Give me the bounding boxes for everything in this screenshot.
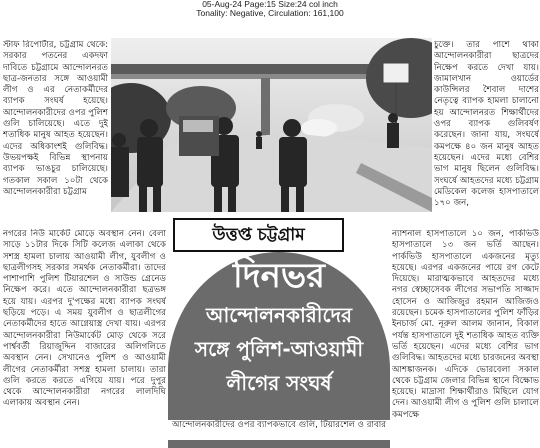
article-left-text: স্টাফ রিপোর্টার, চট্টগ্রাম থেকে: সরকার পতনের একদফা দাবিতে চট্টগ্রামে আন্দোলনরত ছাত্র-জনতার সঙ্গে আওয়ামী লীগ ও এর নেতাকর্মীদের ব্যাপক সংঘর্ষ হয়েছে। আন্দোলনকারীদের ওপর পুলিশ গুলি চালিয়েছে। এতে দুই শতাধিক মানুষ আহত হয়েছেন। এদের অধিকাংশই গুলিবিদ্ধ। উভয়পক্ষই বিভিন্ন স্থাপনায় ব্যাপক ভাঙচুর চালিয়েছে। গতকাল সকাল ১০টা থেকে আন্দোলনকারীরা চট্টগ্রাম	[3, 40, 108, 197]
article-bottom-left-text: নগরের নিউ মার্কেট মোড়ে অবস্থান নেন। বেলা সাড়ে ১১টার দিকে সিটি কলেজ এলাকা থেকে সশস্ত্র হামলা চালায় আওয়ামী লীগ, যুবলীগ ও ছাত্রলীগসহ সরকার সমর্থক নেতাকর্মীরা। তাদের পাশাপাশি পুলিশ টিয়ারশেল ও সাউন্ড গ্রেনেড নিক্ষেপ করে। এতে আন্দোলনকারীরা ছত্রভঙ্গ হয়ে যায়। এরপর দু'পক্ষের মধ্যে ব্যাপক সংঘর্ষ ছড়িয়ে পড়ে। এ সময় যুবলীগ ও ছাত্রলীগের নেতাকর্মীদের হাতে আগ্নেয়াস্ত্র দেখা যায়। এরপর আন্দোলনকারীরা নিউমার্কেট মোড় থেকে সরে পার্শ্ববর্তী রিয়াজুদ্দিন বাজারের অলিগলিতে অবস্থান নেন। সেখানেও পুলিশ ও আওয়ামী লীগের নেতাকর্মীরা সশস্ত্র হামলা চালায়। তারা গুলি করতে করতে এগিয়ে যায়। পরে দুপুর থেকে আন্দোলনকারীরা নগরের লালদিঘি এলাকায় অবস্থান নেন।	[3, 229, 166, 409]
protest-photo-image	[111, 38, 432, 212]
clipping-header	[0, 0, 540, 20]
clipping-meta-line2: Tonality: Negative, Circulation: 161,100	[196, 8, 344, 18]
headline-line-1: দিনভর	[233, 256, 325, 296]
article-bottom-right-column	[392, 229, 539, 440]
article-bottom-center	[168, 420, 390, 440]
article-bottom-left-column	[3, 229, 166, 440]
article-right-text: চুক্তে। তার পাশে থাকা আন্দোলনকারীরা ছাত্রদের নিক্ষেপ করতে দেখা যায়। জামালখান ওয়ার্ডের কাউন্সিলর শৈবাল দাশের নেতৃত্বে ব্যাপক হামলা চালানো হয় আন্দোলনরত শিক্ষার্থীদের ওপর ব্যাপক গুলিবর্ষণ করেছেন। জানা যায়, সংঘর্ষে কমপক্ষে ৪০ জন মানুষ আহত হয়েছেন। এদের মধ্যে বেশির ভাগ মানুষ ছিলেন গুলিবিদ্ধ। সংঘর্ষে আহতদের মধ্যে চট্টগ্রাম মেডিকেল কলেজ হাসপাতালে ১৭০ জন,	[434, 40, 539, 209]
section-label-box	[173, 218, 344, 252]
article-bottom-center-text: আন্দোলনকারীদের ওপর ব্যাপকভাবে গুলি, টিয়ারশেল ও রাবার	[172, 420, 386, 430]
news-photo	[111, 38, 432, 212]
article-bottom-right-text: ন্যাশনাল হাসপাতালে ১০ জন, পার্কভিউ হাসপাতালে ১৩ জন ভর্তি আছেন। পার্কভিউ হাসপাতালে একজনের মৃত্যু হয়েছে। এরপর একজনের পায়ে রগ কেটে দিয়েছে। মারাত্মকভাবে আহতদের মধ্যে নগর স্বেচ্ছাসেবক লীগের সভাপতি সাজ্জাদ হোসেন ও আজিজুর রহমান আজিজও রয়েছেন। চমেক হাসপাতালের পুলিশ ফাঁড়ির ইনচার্জ মো. নূরুল আলম জানান, বিকাল পর্যন্ত হাসপাতালে দুই শতাধিক আহত ব্যক্তি ভর্তি হয়েছেন। এদের মধ্যে বেশির ভাগ গুলিবিদ্ধ। আহতদের মধ্যে চারজনের অবস্থা আশঙ্কাজনক। এদিকে ভোরবেলা সকাল থেকে চট্টগ্রাম জেলার বিভিন্ন স্থানে বিক্ষোভ হয়েছে। মাদ্রাসা শিক্ষার্থীরাও মিছিলে যোগ দেন। আওয়ামী লীগ ও পুলিশ গুলি চালালে কমপক্ষে	[392, 229, 539, 420]
headline-line-3: সঙ্গে পুলিশ-আওয়ামী	[194, 337, 364, 361]
article-right-column	[434, 40, 539, 230]
section-label: উত্তপ্ত চট্টগ্রাম	[212, 225, 305, 245]
headline	[168, 252, 390, 400]
headline-line-2: আন্দোলনকারীদের	[205, 303, 353, 327]
clipping-meta-line1: 05-Aug-24 Page:15 Size:24 col inch	[202, 0, 338, 9]
headline-line-4: লীগের সংঘর্ষ	[226, 371, 332, 395]
